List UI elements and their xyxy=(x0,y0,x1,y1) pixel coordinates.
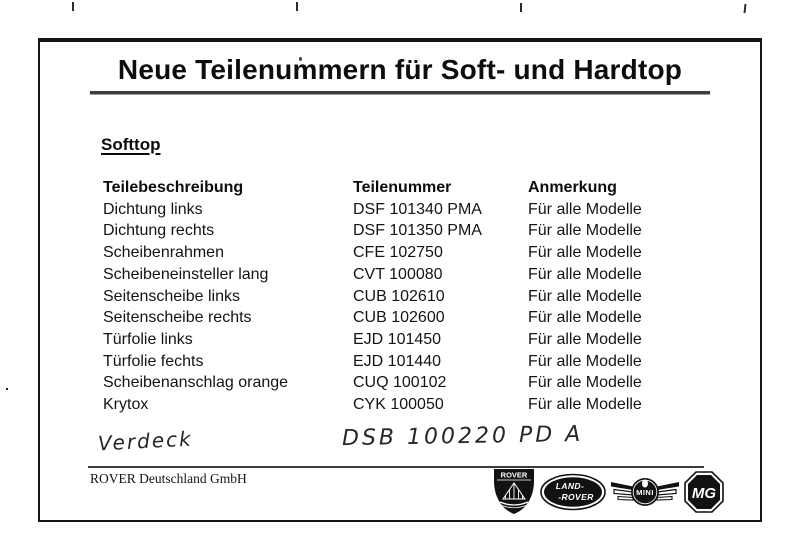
table-cell: Für alle Modelle xyxy=(528,396,642,414)
table-cell: Für alle Modelle xyxy=(528,330,642,348)
scan-crop-mark xyxy=(744,4,747,13)
table-cell: Seitenscheibe links xyxy=(103,287,240,305)
table-cell: Für alle Modelle xyxy=(528,352,642,370)
table-cell: Dichtung links xyxy=(103,200,203,218)
table-cell: Für alle Modelle xyxy=(528,309,642,327)
mini-logo-text: MINI xyxy=(636,487,654,497)
page-title: Neue Teilenummern für Soft- und Hardtop xyxy=(117,54,683,85)
scan-crop-mark xyxy=(72,2,74,11)
land-rover-logo-text-bottom: -ROVER xyxy=(558,491,594,502)
column-header-description: Teilebeschreibung xyxy=(103,179,244,196)
footer-company-name: ROVER Deutschland GmbH xyxy=(90,471,247,486)
mg-logo-text: MG xyxy=(691,484,717,502)
section-heading-softtop: Softtop xyxy=(101,135,161,154)
handwritten-note-partnumber: DSB 100220 PD A xyxy=(341,421,584,452)
table-row xyxy=(103,264,704,286)
table-cell: Scheibenanschlag orange xyxy=(103,374,289,392)
column-header-partnumber: Teilenummer xyxy=(353,179,452,196)
table-cell: CUB 102600 xyxy=(353,309,445,327)
table-row xyxy=(103,394,704,416)
scan-noise-speckles xyxy=(6,388,8,390)
column-header-remark: Anmerkung xyxy=(528,179,617,196)
table-cell: Für alle Modelle xyxy=(528,200,642,218)
table-cell: CVT 100080 xyxy=(353,265,443,283)
table-cell: DSF 101350 PMA xyxy=(353,222,482,240)
table-cell: CUB 102610 xyxy=(353,287,445,305)
scan-crop-mark xyxy=(520,3,522,12)
rover-logo xyxy=(492,468,536,515)
table-cell: Türfolie fechts xyxy=(103,352,204,370)
table-row xyxy=(103,329,704,351)
table-cell: Für alle Modelle xyxy=(528,222,642,240)
parts-table xyxy=(103,177,704,416)
document-title-block xyxy=(90,54,710,94)
table-cell: CYK 100050 xyxy=(353,396,444,414)
table-cell: Scheibenrahmen xyxy=(103,244,224,262)
table-cell: Für alle Modelle xyxy=(528,244,642,262)
table-row xyxy=(103,372,704,394)
land-rover-logo-text-top: LAND- xyxy=(555,480,585,491)
table-cell: Für alle Modelle xyxy=(528,265,642,283)
scan-crop-mark xyxy=(296,2,298,11)
table-row xyxy=(103,242,704,264)
rover-logo-text: ROVER xyxy=(500,470,528,480)
table-row xyxy=(103,199,704,221)
table-header-row xyxy=(103,177,704,199)
table-cell: Für alle Modelle xyxy=(528,287,642,305)
table-cell: CUQ 100102 xyxy=(353,374,447,392)
table-cell: Für alle Modelle xyxy=(528,374,642,392)
table-cell: EJD 101450 xyxy=(353,330,442,348)
land-rover-logo xyxy=(540,473,606,511)
table-row xyxy=(103,307,704,329)
table-cell: Krytox xyxy=(103,396,149,414)
table-cell: CFE 102750 xyxy=(353,244,443,262)
table-cell: DSF 101340 PMA xyxy=(353,200,482,218)
handwritten-note-left: Verdeck xyxy=(97,426,194,456)
table-cell: Scheibeneinsteller lang xyxy=(103,265,269,283)
table-cell: EJD 101440 xyxy=(353,352,442,370)
table-row xyxy=(103,351,704,373)
parts-table-header xyxy=(103,177,704,199)
table-cell: Dichtung rechts xyxy=(103,222,215,240)
mini-logo xyxy=(610,474,680,510)
table-row xyxy=(103,220,704,242)
brand-logos-row xyxy=(492,468,724,515)
table-cell: Seitenscheibe rechts xyxy=(103,309,252,327)
table-cell: Türfolie links xyxy=(103,330,193,348)
parts-table-body xyxy=(103,199,704,416)
table-row xyxy=(103,286,704,308)
mg-logo xyxy=(684,471,724,513)
